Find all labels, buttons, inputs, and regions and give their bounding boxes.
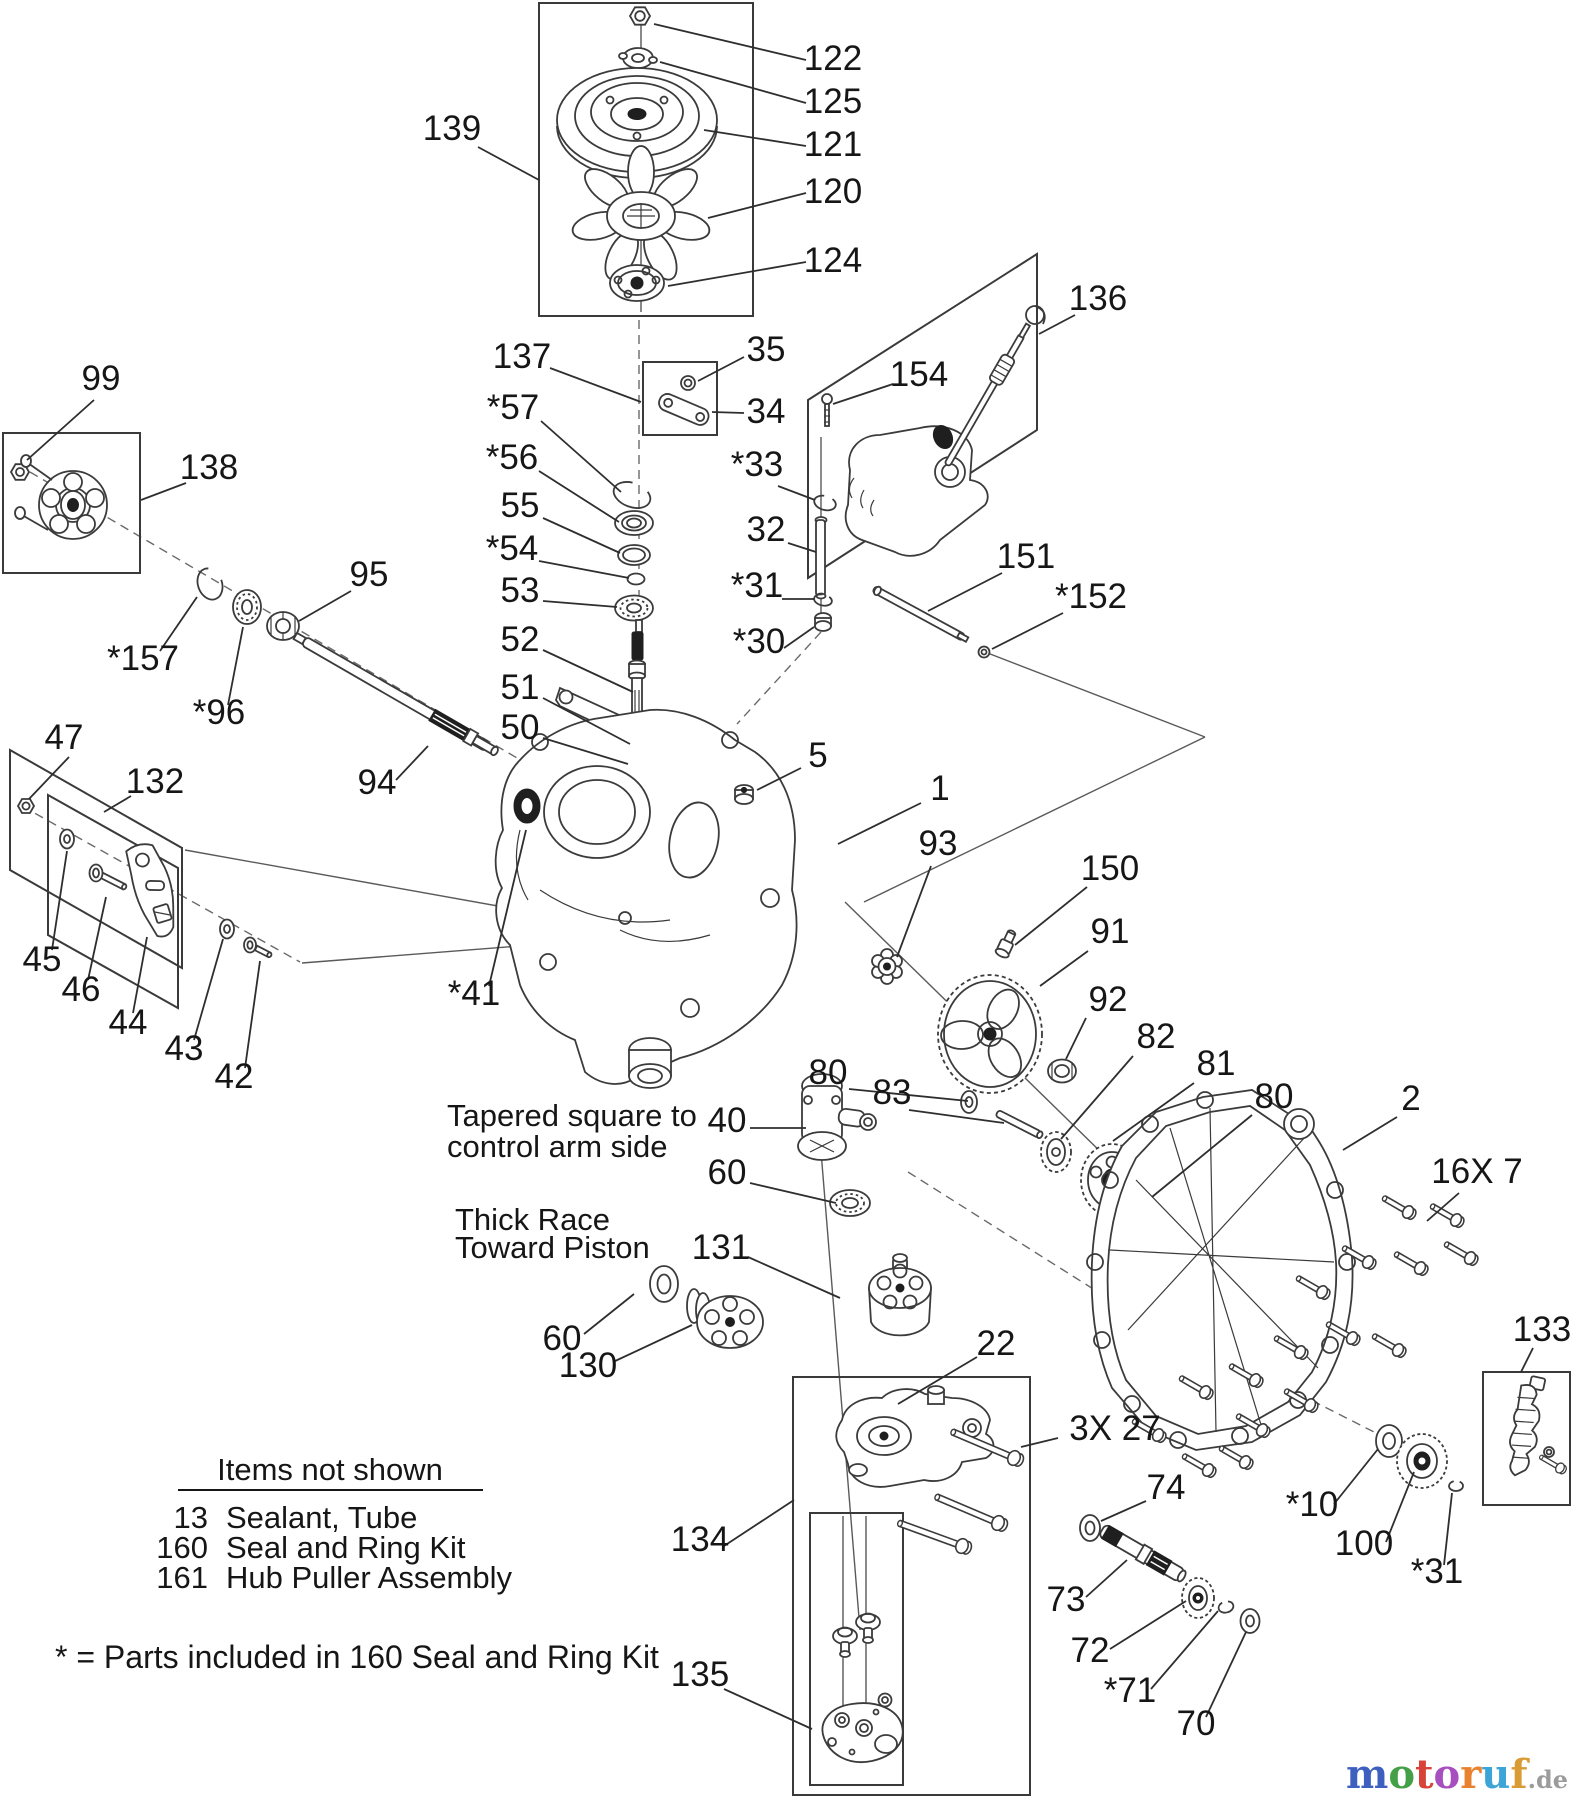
callout-80right: 80 xyxy=(1254,1077,1294,1116)
leader-line-33 xyxy=(778,486,815,500)
callout-70: 70 xyxy=(1176,1704,1216,1743)
part-44-brake-bracket xyxy=(122,839,184,940)
leader-line-46 xyxy=(88,897,106,980)
part-80-washer-left xyxy=(961,1091,977,1113)
part-70-washer xyxy=(1241,1609,1260,1633)
leader-line-54 xyxy=(539,561,629,578)
leader-line-34 xyxy=(712,412,744,413)
callout-73: 73 xyxy=(1046,1580,1086,1619)
leader-line-133 xyxy=(1521,1348,1533,1372)
callout-95: 95 xyxy=(349,555,389,594)
callout-46: 46 xyxy=(61,970,101,1009)
leader-line-35 xyxy=(698,357,744,381)
callout-130: 130 xyxy=(558,1346,618,1385)
part-152-washer xyxy=(979,647,990,658)
leader-line-124 xyxy=(668,262,806,286)
part-5-vent-plug xyxy=(735,785,753,804)
item-label-161: Hub Puller Assembly xyxy=(226,1560,513,1595)
callout-52: 52 xyxy=(500,620,540,659)
leader-line-71 xyxy=(1151,1611,1218,1689)
callout-100: 100 xyxy=(1334,1524,1394,1563)
part-94-axle-shaft xyxy=(292,630,501,759)
item-num-13: 13 xyxy=(173,1500,208,1535)
callout-96: *96 xyxy=(192,693,246,732)
motoruf-watermark-logo: motoruf.de xyxy=(1346,1751,1568,1798)
note-race-line2: Toward Piston xyxy=(455,1230,650,1265)
part-2-side-cover xyxy=(1087,1090,1355,1450)
part-72-output-pinion xyxy=(1182,1578,1214,1618)
callout-32: 32 xyxy=(746,510,786,549)
leader-line-137 xyxy=(550,368,641,402)
callout-133: 133 xyxy=(1512,1310,1572,1349)
leader-line-55 xyxy=(543,518,620,553)
leader-line-32 xyxy=(788,543,816,552)
leader-line-135 xyxy=(724,1689,812,1729)
leader-line-92 xyxy=(1066,1018,1086,1059)
callout-135: 135 xyxy=(670,1655,730,1694)
part-56-bearing-washer xyxy=(615,511,653,535)
part-154-screw xyxy=(822,394,832,426)
part-57-retaining-ring xyxy=(610,477,654,513)
callout-72: 72 xyxy=(1070,1631,1110,1670)
callout-92: 92 xyxy=(1088,980,1128,1019)
callout-125: 125 xyxy=(803,82,863,121)
leader-line-120 xyxy=(708,193,806,218)
callout-30: *30 xyxy=(732,622,786,661)
leader-line-43 xyxy=(194,939,223,1040)
callout-1: 1 xyxy=(930,769,950,808)
part-1-transaxle-housing xyxy=(496,688,797,1088)
leader-line-10 xyxy=(1334,1449,1378,1504)
part-151-rod xyxy=(872,585,969,643)
item-label-160: Seal and Ring Kit xyxy=(226,1530,466,1565)
callout-50: 50 xyxy=(500,708,540,747)
part-131-cylinder-block xyxy=(869,1254,931,1335)
part-55-washer xyxy=(618,545,650,565)
part-bypass-rod-spring xyxy=(941,306,1045,469)
part-92-nut xyxy=(1048,1060,1076,1083)
part-122-nut xyxy=(630,7,650,24)
part-125-keyed-washer xyxy=(619,48,657,68)
leader-line-42 xyxy=(245,961,260,1068)
leader-line-83 xyxy=(909,1110,1004,1123)
callout-138: 138 xyxy=(179,448,239,487)
callout-74: 74 xyxy=(1146,1468,1186,1507)
leader-line-139 xyxy=(478,147,539,180)
callout-45: 45 xyxy=(22,940,62,979)
part-135-valve-kit xyxy=(822,1614,902,1763)
part-138-wheel-hub xyxy=(15,455,107,539)
callout-121: 121 xyxy=(803,125,863,164)
part-73-output-shaft xyxy=(1098,1523,1189,1585)
callout-2: 2 xyxy=(1401,1079,1421,1118)
item-label-13: Sealant, Tube xyxy=(226,1500,418,1535)
part-31-retaining-ring-cover xyxy=(1449,1481,1463,1491)
leader-line-154 xyxy=(833,384,893,404)
seal-kit-footnote: * = Parts included in 160 Seal and Ring Kit xyxy=(55,1639,659,1675)
leader-line-131 xyxy=(748,1257,840,1298)
leader-line-93 xyxy=(897,866,931,957)
callout-31rod: *31 xyxy=(730,566,784,605)
part-34-lever-arm xyxy=(657,391,712,427)
leader-line-150 xyxy=(1015,887,1087,945)
part-33-retaining-ring xyxy=(813,493,838,512)
leader-line-73 xyxy=(1086,1560,1127,1597)
callout-150: 150 xyxy=(1080,849,1140,888)
callout-137: 137 xyxy=(492,337,552,376)
callout-60upper: 60 xyxy=(707,1153,747,1192)
callout-10: *10 xyxy=(1285,1485,1339,1524)
callout-154: 154 xyxy=(889,355,949,394)
callout-136: 136 xyxy=(1068,279,1128,318)
callout-93: 93 xyxy=(918,824,958,863)
leader-line-1 xyxy=(838,803,921,844)
callout-51: 51 xyxy=(500,668,540,707)
part-47-nut xyxy=(18,799,34,813)
part-95-lock-nut xyxy=(267,612,299,640)
callout-120: 120 xyxy=(803,172,863,211)
leader-line-94 xyxy=(396,746,428,780)
part-124-coupling xyxy=(610,265,664,301)
leader-line-53 xyxy=(543,601,617,607)
callout-33: *33 xyxy=(730,445,784,484)
callout-5: 5 xyxy=(808,736,828,775)
part-130-piston-block xyxy=(687,1289,763,1348)
callout-22: 22 xyxy=(976,1324,1016,1363)
leader-line-74 xyxy=(1101,1501,1146,1521)
callout-131: 131 xyxy=(691,1228,751,1267)
callout-44: 44 xyxy=(108,1003,148,1042)
leader-line-57 xyxy=(541,421,621,492)
leader-line-95 xyxy=(299,591,351,621)
callout-53: 53 xyxy=(500,571,540,610)
leader-line-151 xyxy=(928,573,1002,611)
callout-42: 42 xyxy=(214,1057,254,1096)
part-100-output-gear xyxy=(1397,1434,1447,1488)
part-71-retaining-ring xyxy=(1217,1600,1234,1615)
callout-56: *56 xyxy=(485,438,539,477)
callout-43: 43 xyxy=(164,1029,204,1068)
callout-55: 55 xyxy=(500,486,540,525)
part-32-control-rod xyxy=(816,517,827,599)
part-43-washer xyxy=(220,920,234,939)
leader-line-60upper xyxy=(750,1183,836,1203)
callout-83: 83 xyxy=(872,1073,912,1112)
callout-151: 151 xyxy=(996,537,1056,576)
callout-134: 134 xyxy=(670,1520,730,1559)
leader-line-134 xyxy=(724,1500,794,1546)
leader-line-60lower xyxy=(584,1294,634,1334)
leader-line-130 xyxy=(613,1325,692,1362)
callout-132: 132 xyxy=(125,762,185,801)
callout-57: *57 xyxy=(486,388,540,427)
part-83-idler-pin xyxy=(995,1110,1043,1139)
part-46-bolt xyxy=(90,865,128,891)
part-35-washer xyxy=(681,376,695,390)
callout-40: 40 xyxy=(707,1101,747,1140)
part-96-bearing xyxy=(233,590,261,624)
item-num-161: 161 xyxy=(156,1560,208,1595)
callout-60lower: 60 xyxy=(542,1319,582,1358)
callout-139: 139 xyxy=(422,109,482,148)
leader-line-2 xyxy=(1343,1117,1397,1150)
part-91-final-gear xyxy=(938,975,1042,1093)
callout-157: *157 xyxy=(106,639,180,678)
part-41-axle-seal xyxy=(514,789,540,823)
part-45-washer xyxy=(60,830,74,849)
callout-124: 124 xyxy=(803,241,863,280)
callout-82: 82 xyxy=(1136,1017,1176,1056)
item-num-160: 160 xyxy=(156,1530,208,1565)
note-race-line1: Thick Race xyxy=(455,1202,611,1237)
callout-122: 122 xyxy=(803,39,863,78)
callout-41: *41 xyxy=(447,974,501,1013)
leader-line-121 xyxy=(704,130,806,146)
callout-99: 99 xyxy=(81,359,121,398)
part-60-thrust-bearing-lower xyxy=(650,1266,678,1302)
leader-line-27 xyxy=(1021,1438,1058,1447)
callout-80left: 80 xyxy=(808,1053,848,1092)
note-tapered-line2: control arm side xyxy=(447,1129,668,1164)
callout-35: 35 xyxy=(746,330,786,369)
callout-27: 3X 27 xyxy=(1069,1409,1161,1448)
part-150-grease-fitting xyxy=(994,928,1019,959)
callout-91: 91 xyxy=(1090,912,1130,951)
leader-line-91 xyxy=(1040,951,1088,986)
callout-54: *54 xyxy=(485,529,539,568)
part-74-washer xyxy=(1080,1515,1100,1541)
callout-81: 81 xyxy=(1196,1044,1236,1083)
part-42-bolt xyxy=(244,938,272,958)
part-82-pinion-gear xyxy=(1041,1132,1071,1172)
part-54-o-ring xyxy=(628,574,645,585)
callout-7: 16X 7 xyxy=(1431,1152,1523,1191)
callout-94: 94 xyxy=(357,763,397,802)
leader-line-152 xyxy=(992,613,1063,649)
callout-71: *71 xyxy=(1103,1671,1157,1710)
callout-34: 34 xyxy=(746,392,786,431)
leader-line-52 xyxy=(543,650,633,692)
callout-152: *152 xyxy=(1054,577,1128,616)
leader-line-72 xyxy=(1110,1601,1186,1649)
leader-line-122 xyxy=(654,24,806,60)
note-tapered-line1: Tapered square to xyxy=(447,1098,697,1133)
part-133-brake-pawl-kit xyxy=(1508,1375,1569,1477)
items-not-shown-title: Items not shown xyxy=(217,1452,443,1487)
callout-47: 47 xyxy=(44,718,84,757)
leader-line-99 xyxy=(27,400,94,460)
leader-line-44 xyxy=(133,937,147,1013)
part-30-spacer xyxy=(815,613,831,631)
part-bypass-actuator-body xyxy=(846,422,988,555)
callout-31cover: *31 xyxy=(1410,1552,1464,1591)
part-53-bearing xyxy=(615,596,653,621)
